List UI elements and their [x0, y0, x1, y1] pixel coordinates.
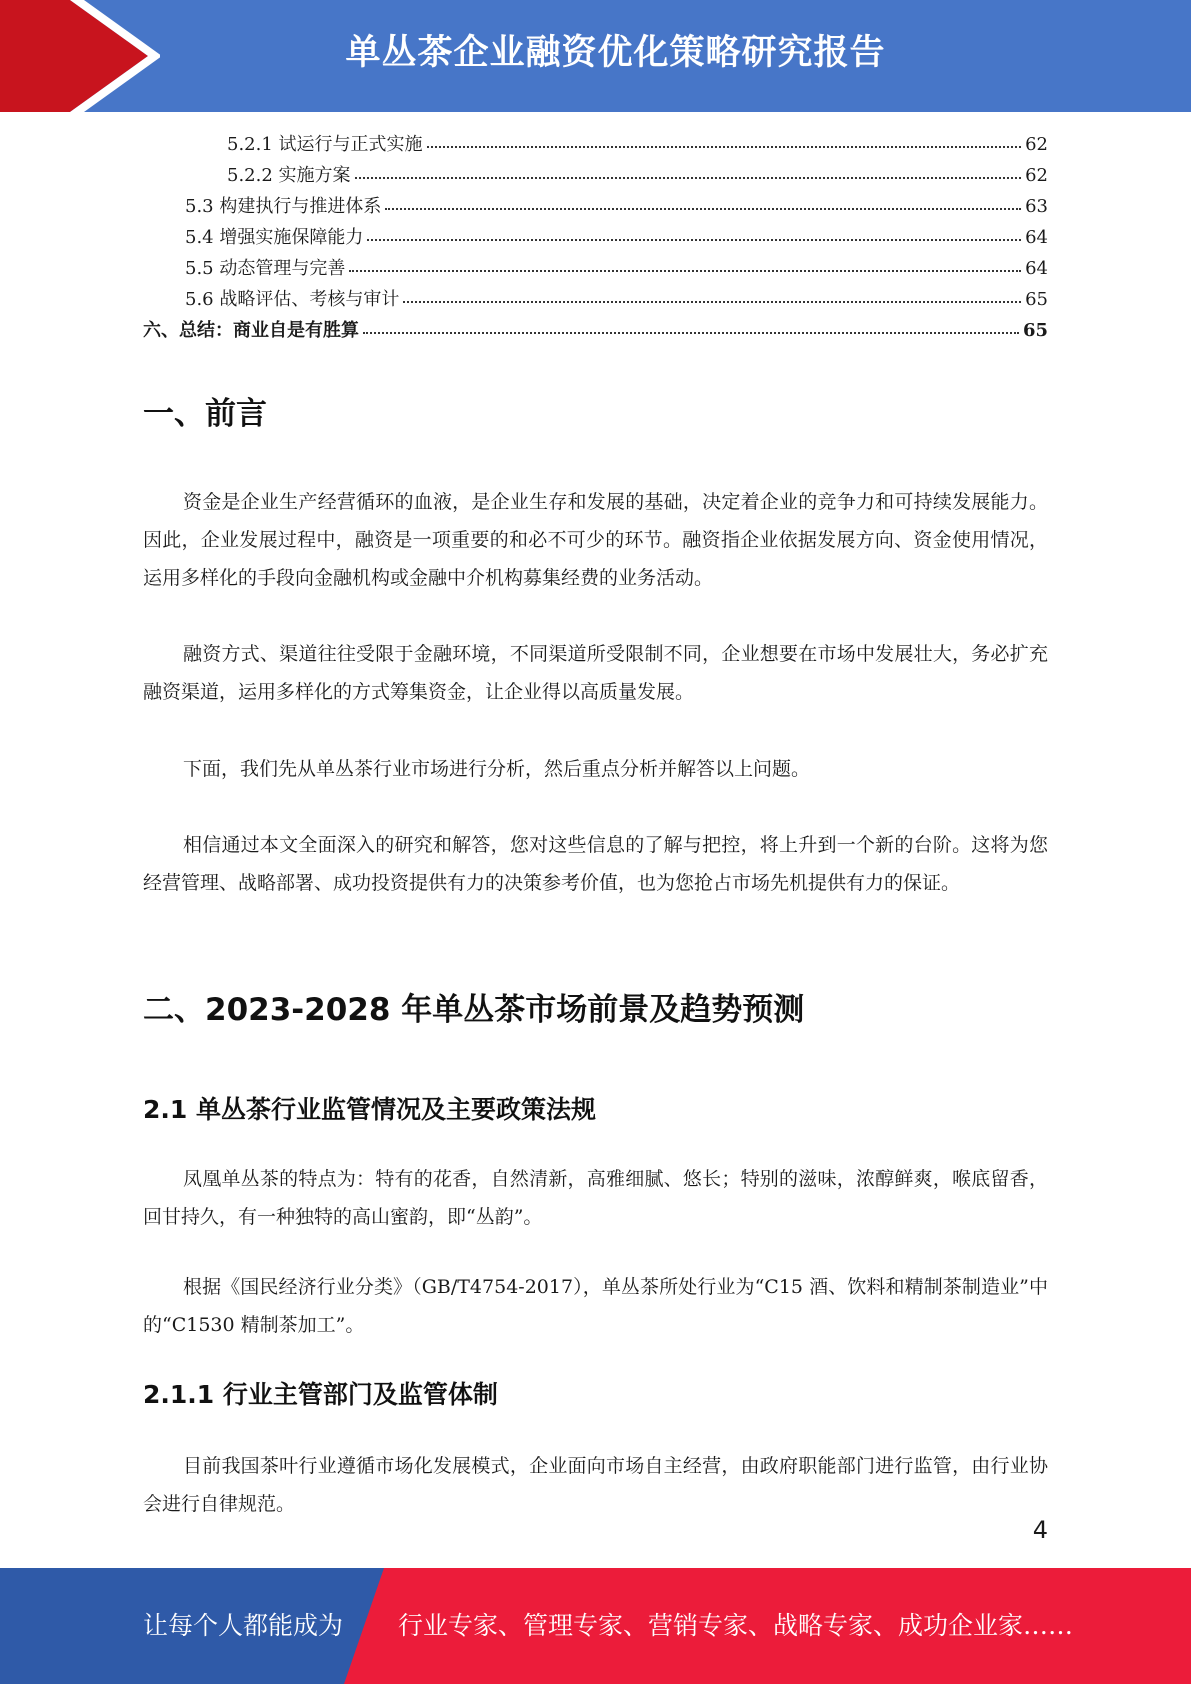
toc-leader-dots: [367, 219, 1021, 241]
toc-entry-page: 62: [1025, 164, 1048, 186]
paragraph: 凤凰单丛茶的特点为：特有的花香，自然清新，高雅细腻、悠长；特别的滋味，浓醇鲜爽，喉底留香，回甘持久，有一种独特的高山蜜韵，即“丛韵”。: [143, 1168, 1048, 1228]
toc-entry-label: 5.3 构建执行与推进体系: [185, 195, 382, 217]
toc-entry[interactable]: [143, 159, 1048, 190]
toc-entry[interactable]: [143, 128, 1048, 159]
toc-entry-label: 六、总结：商业自是有胜算: [143, 319, 359, 341]
toc-entry-page: 65: [1025, 288, 1048, 310]
toc-entry-page: 63: [1025, 195, 1048, 217]
paragraph: 根据《国民经济行业分类》（GB/T4754-2017），单丛茶所处行业为“C15 酒、饮料和精制茶制造业”中的“C1530 精制茶加工”。: [143, 1276, 1048, 1336]
section-heading-preface: 一、前言: [143, 396, 267, 432]
paragraph: 下面，我们先从单丛茶行业市场进行分析，然后重点分析并解答以上问题。: [183, 758, 811, 780]
toc-entry[interactable]: [143, 314, 1048, 345]
toc-entry-label: 5.6 战略评估、考核与审计: [185, 288, 400, 310]
paragraph: 融资方式、渠道往往受限于金融环境，不同渠道所受限制不同，企业想要在市场中发展壮大，务必扩充融资渠道，运用多样化的方式筹集资金，让企业得以高质量发展。: [143, 643, 1048, 703]
paragraph: 目前我国茶叶行业遵循市场化发展模式，企业面向市场自主经营，由政府职能部门进行监管，由行业协会进行自律规范。: [143, 1455, 1048, 1515]
page-number: 4: [1032, 1516, 1048, 1544]
toc-entry[interactable]: [143, 221, 1048, 252]
toc-entry-label: 5.2.1 试运行与正式实施: [227, 133, 423, 155]
toc-entry-page: 65: [1022, 319, 1048, 341]
subsubsection-heading-authorities: 2.1.1 行业主管部门及监管体制: [143, 1380, 498, 1409]
toc-entry[interactable]: [143, 190, 1048, 221]
subsection-heading-regulation: 2.1 单丛茶行业监管情况及主要政策法规: [143, 1095, 596, 1124]
toc-entry[interactable]: [143, 283, 1048, 314]
toc-entry-page: 62: [1025, 133, 1048, 155]
section-heading-outlook: 二、2023-2028 年单丛茶市场前景及趋势预测: [143, 992, 805, 1028]
paragraph: 资金是企业生产经营循环的血液，是企业生存和发展的基础，决定着企业的竞争力和可持续发展能力。因此，企业发展过程中，融资是一项重要的和必不可少的环节。融资指企业依据发展方向、资金使用情况，运用多样化的手段向金融机构或金融中介机构募集经费的业务活动。: [143, 491, 1048, 589]
toc-entry-page: 64: [1025, 226, 1048, 248]
toc-leader-dots: [427, 126, 1022, 148]
toc-entry-label: 5.4 增强实施保障能力: [185, 226, 364, 248]
toc-leader-dots: [355, 157, 1022, 179]
toc-entry-label: 5.5 动态管理与完善: [185, 257, 346, 279]
toc-entry[interactable]: [143, 252, 1048, 283]
report-title: 单丛茶企业融资优化策略研究报告: [345, 33, 886, 73]
toc-entry-label: 5.2.2 实施方案: [227, 164, 351, 186]
toc-leader-dots: [403, 281, 1021, 303]
toc-entry-page: 64: [1025, 257, 1048, 279]
page-footer: [0, 1568, 1191, 1684]
page-header: [0, 0, 1191, 112]
footer-slogan-left: 让每个人都能成为: [143, 1611, 344, 1640]
toc-leader-dots: [363, 312, 1019, 334]
toc-leader-dots: [349, 250, 1021, 272]
paragraph: 相信通过本文全面深入的研究和解答，您对这些信息的了解与把控，将上升到一个新的台阶。这将为您经营管理、战略部署、成功投资提供有力的决策参考价值，也为您抢占市场先机提供有力的保证。: [143, 834, 1048, 894]
table-of-contents: [143, 128, 1048, 345]
footer-slogan-right: 行业专家、管理专家、营销专家、战略专家、成功企业家……: [398, 1611, 1074, 1640]
toc-leader-dots: [385, 188, 1021, 210]
